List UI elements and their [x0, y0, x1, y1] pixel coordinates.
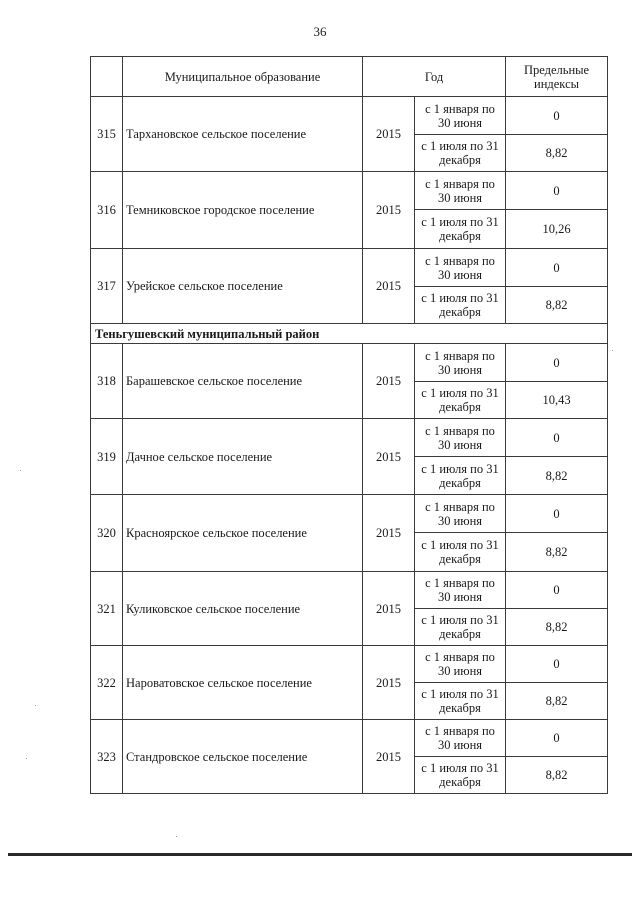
municipality-name: Нароватовское сельское поселение — [123, 646, 363, 720]
header-year: Год — [363, 57, 506, 97]
period-second-half: с 1 июля по 31 декабря — [415, 382, 506, 419]
index-second-half: 10,43 — [506, 382, 608, 419]
year-cell: 2015 — [363, 646, 415, 720]
index-first-half: 0 — [506, 646, 608, 683]
year-cell: 2015 — [363, 172, 415, 249]
period-first-half: с 1 января по 30 июня — [415, 344, 506, 382]
section-row — [91, 324, 608, 344]
period-first-half: с 1 января по 30 июня — [415, 419, 506, 457]
index-second-half: 8,82 — [506, 287, 608, 324]
index-second-half: 8,82 — [506, 609, 608, 646]
year-cell: 2015 — [363, 344, 415, 419]
period-first-half: с 1 января по 30 июня — [415, 97, 506, 135]
index-second-half: 8,82 — [506, 757, 608, 794]
index-first-half: 0 — [506, 572, 608, 609]
table-row — [91, 572, 608, 609]
index-second-half: 8,82 — [506, 533, 608, 572]
tariff-index-table — [90, 56, 608, 794]
period-second-half: с 1 июля по 31 декабря — [415, 533, 506, 572]
table-body — [91, 97, 608, 794]
page-number: 36 — [313, 24, 327, 39]
index-first-half: 0 — [506, 344, 608, 382]
year-cell: 2015 — [363, 572, 415, 646]
row-number: 323 — [91, 720, 123, 794]
table-row — [91, 646, 608, 683]
index-second-half: 8,82 — [506, 683, 608, 720]
scan-speck — [612, 350, 613, 351]
period-first-half: с 1 января по 30 июня — [415, 720, 506, 757]
period-first-half: с 1 января по 30 июня — [415, 646, 506, 683]
table-header-row — [91, 57, 608, 97]
municipality-name: Тархановское сельское поселение — [123, 97, 363, 172]
year-cell: 2015 — [363, 97, 415, 172]
table-row — [91, 344, 608, 382]
index-first-half: 0 — [506, 720, 608, 757]
header-index: Предельные индексы — [506, 57, 608, 97]
municipality-name: Дачное сельское поселение — [123, 419, 363, 495]
municipality-name: Урейское сельское поселение — [123, 249, 363, 324]
municipality-name: Стандровское сельское поселение — [123, 720, 363, 794]
index-first-half: 0 — [506, 249, 608, 287]
period-second-half: с 1 июля по 31 декабря — [415, 210, 506, 249]
municipality-name: Красноярское сельское поселение — [123, 495, 363, 572]
scan-speck — [20, 470, 21, 471]
period-second-half: с 1 июля по 31 декабря — [415, 683, 506, 720]
index-first-half: 0 — [506, 172, 608, 210]
table-row — [91, 419, 608, 457]
index-first-half: 0 — [506, 495, 608, 533]
row-number: 317 — [91, 249, 123, 324]
row-number: 319 — [91, 419, 123, 495]
period-first-half: с 1 января по 30 июня — [415, 495, 506, 533]
table-row — [91, 495, 608, 533]
row-number: 321 — [91, 572, 123, 646]
section-title: Теньгушевский муниципальный район — [91, 324, 608, 344]
year-cell: 2015 — [363, 419, 415, 495]
index-second-half: 8,82 — [506, 457, 608, 495]
year-cell: 2015 — [363, 495, 415, 572]
row-number: 315 — [91, 97, 123, 172]
table-row — [91, 172, 608, 210]
row-number: 316 — [91, 172, 123, 249]
row-number: 320 — [91, 495, 123, 572]
period-second-half: с 1 июля по 31 декабря — [415, 609, 506, 646]
municipality-name: Темниковское городское поселение — [123, 172, 363, 249]
period-first-half: с 1 января по 30 июня — [415, 572, 506, 609]
index-second-half: 10,26 — [506, 210, 608, 249]
municipality-name: Куликовское сельское поселение — [123, 572, 363, 646]
year-cell: 2015 — [363, 720, 415, 794]
header-number — [91, 57, 123, 97]
year-cell: 2015 — [363, 249, 415, 324]
table-row — [91, 720, 608, 757]
table-row — [91, 97, 608, 135]
period-second-half: с 1 июля по 31 декабря — [415, 757, 506, 794]
scan-speck — [26, 758, 27, 759]
period-second-half: с 1 июля по 31 декабря — [415, 457, 506, 495]
bottom-rule — [8, 853, 632, 856]
index-first-half: 0 — [506, 419, 608, 457]
row-number: 322 — [91, 646, 123, 720]
period-first-half: с 1 января по 30 июня — [415, 249, 506, 287]
header-municipality: Муниципальное образование — [123, 57, 363, 97]
period-first-half: с 1 января по 30 июня — [415, 172, 506, 210]
period-second-half: с 1 июля по 31 декабря — [415, 287, 506, 324]
municipality-name: Барашевское сельское поселение — [123, 344, 363, 419]
scan-speck — [176, 836, 177, 837]
table-row — [91, 249, 608, 287]
row-number: 318 — [91, 344, 123, 419]
period-second-half: с 1 июля по 31 декабря — [415, 135, 506, 172]
index-first-half: 0 — [506, 97, 608, 135]
scan-speck — [35, 705, 36, 706]
index-second-half: 8,82 — [506, 135, 608, 172]
